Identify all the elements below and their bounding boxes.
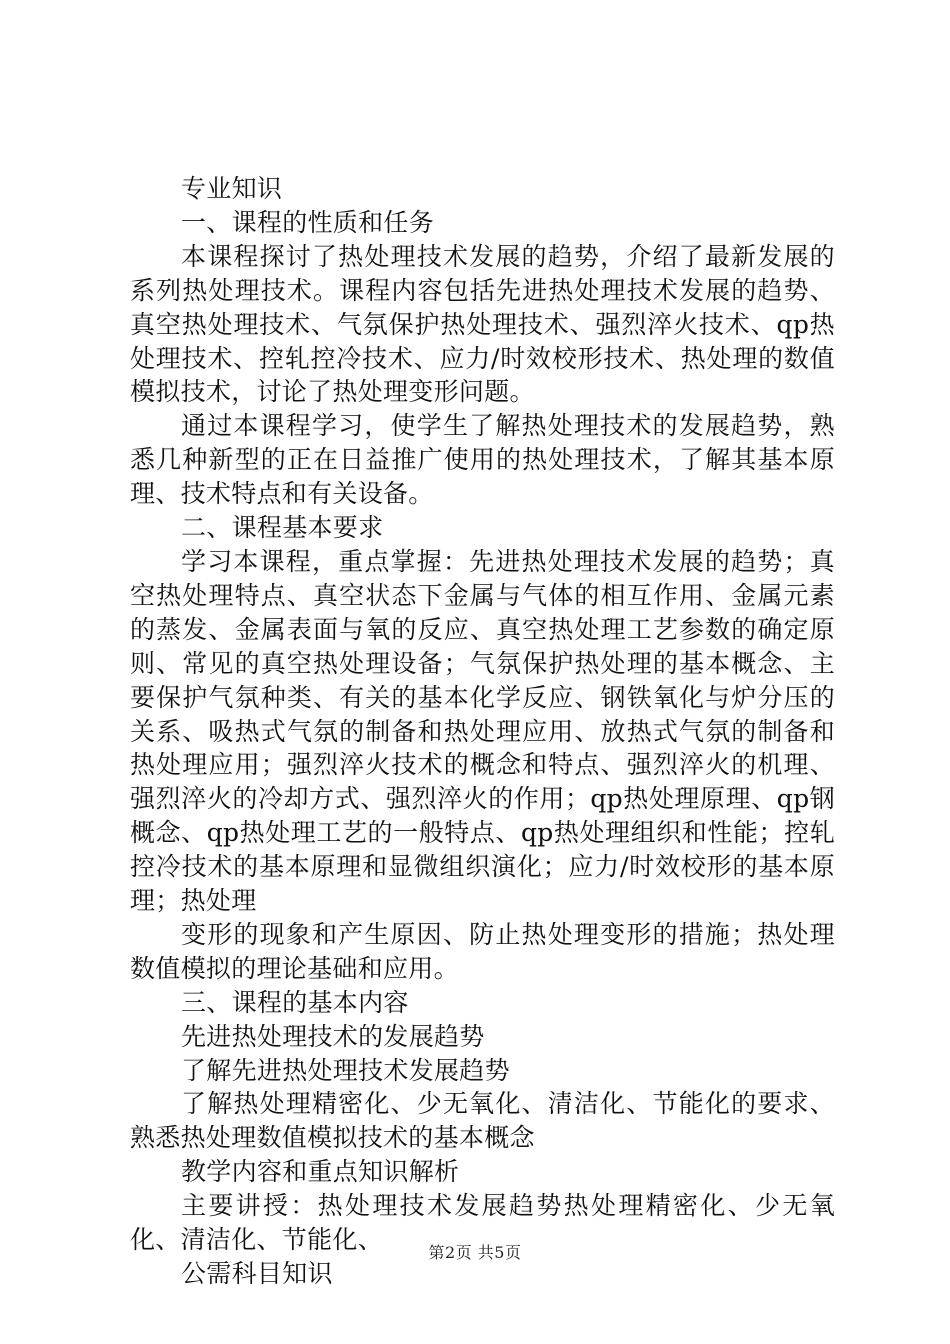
section-heading: 专业知识 xyxy=(181,174,283,203)
body-paragraph: 通过本课程学习，使学生了解热处理技术的发展趋势，熟悉几种新型的正在日益推广使用的热处理技术，了解其基本原理、技术特点和有关设备。 xyxy=(130,411,835,509)
subsection-heading: 了解先进热处理技术发展趋势 xyxy=(181,1055,510,1085)
body-paragraph: 了解热处理精密化、少无氧化、清洁化、节能化的要求、熟悉热处理数值模拟技术的基本概念 xyxy=(130,1089,835,1153)
page-indicator: 第2页 共5页 xyxy=(428,1243,522,1262)
subsection-heading: 先进热处理技术的发展趋势 xyxy=(181,1021,485,1051)
body-paragraph: 学习本课程，重点掌握：先进热处理技术发展的趋势；真空热处理特点、真空状态下金属与气体的相互作用、金属元素的蒸发、金属表面与氧的反应、真空热处理工艺参数的确定原则、常见的真空热处理设备；气氛保护热处理的基本概念、主要保护气氛种类、有关的基本化学反应、钢铁氧化与炉分压的关系、吸热式气氛的制备和热处理应用、放热式气氛的制备和热处理应用；强烈淬火技术的概念和特点、强烈淬火的机理、强烈淬火的冷却方式、强烈淬火的作用；qp热处理原理、qp钢概念、qp热处理工艺的一般特点、qp热处理组织和性能；控轧控冷技术的基本原理和显微组织演化；应力/时效校形的基本原理；热处理 xyxy=(130,546,835,916)
section-heading: 一、课程的性质和任务 xyxy=(181,207,435,237)
body-paragraph: 主要讲授：热处理技术发展趋势热处理精密化、少无氧化、清洁化、节能化、 xyxy=(130,1191,835,1255)
body-paragraph: 公需科目知识 xyxy=(181,1259,333,1288)
body-paragraph: 变形的现象和产生原因、防止热处理变形的措施；热处理数值模拟的理论基础和应用。 xyxy=(130,919,835,983)
page-footer xyxy=(0,1240,950,1263)
body-paragraph: 本课程探讨了热处理技术发展的趋势，介绍了最新发展的系列热处理技术。课程内容包括先进热处理技术发展的趋势、真空热处理技术、气氛保护热处理技术、强烈淬火技术、qp热处理技术、控轧控冷技术、应力/时效校形技术、热处理的数值模拟技术，讨论了热处理变形问题。 xyxy=(130,241,835,407)
subsection-heading: 教学内容和重点知识解析 xyxy=(181,1157,460,1187)
section-heading: 二、课程基本要求 xyxy=(181,513,384,543)
document-body xyxy=(130,172,835,1291)
section-heading: 三、课程的基本内容 xyxy=(181,987,409,1017)
